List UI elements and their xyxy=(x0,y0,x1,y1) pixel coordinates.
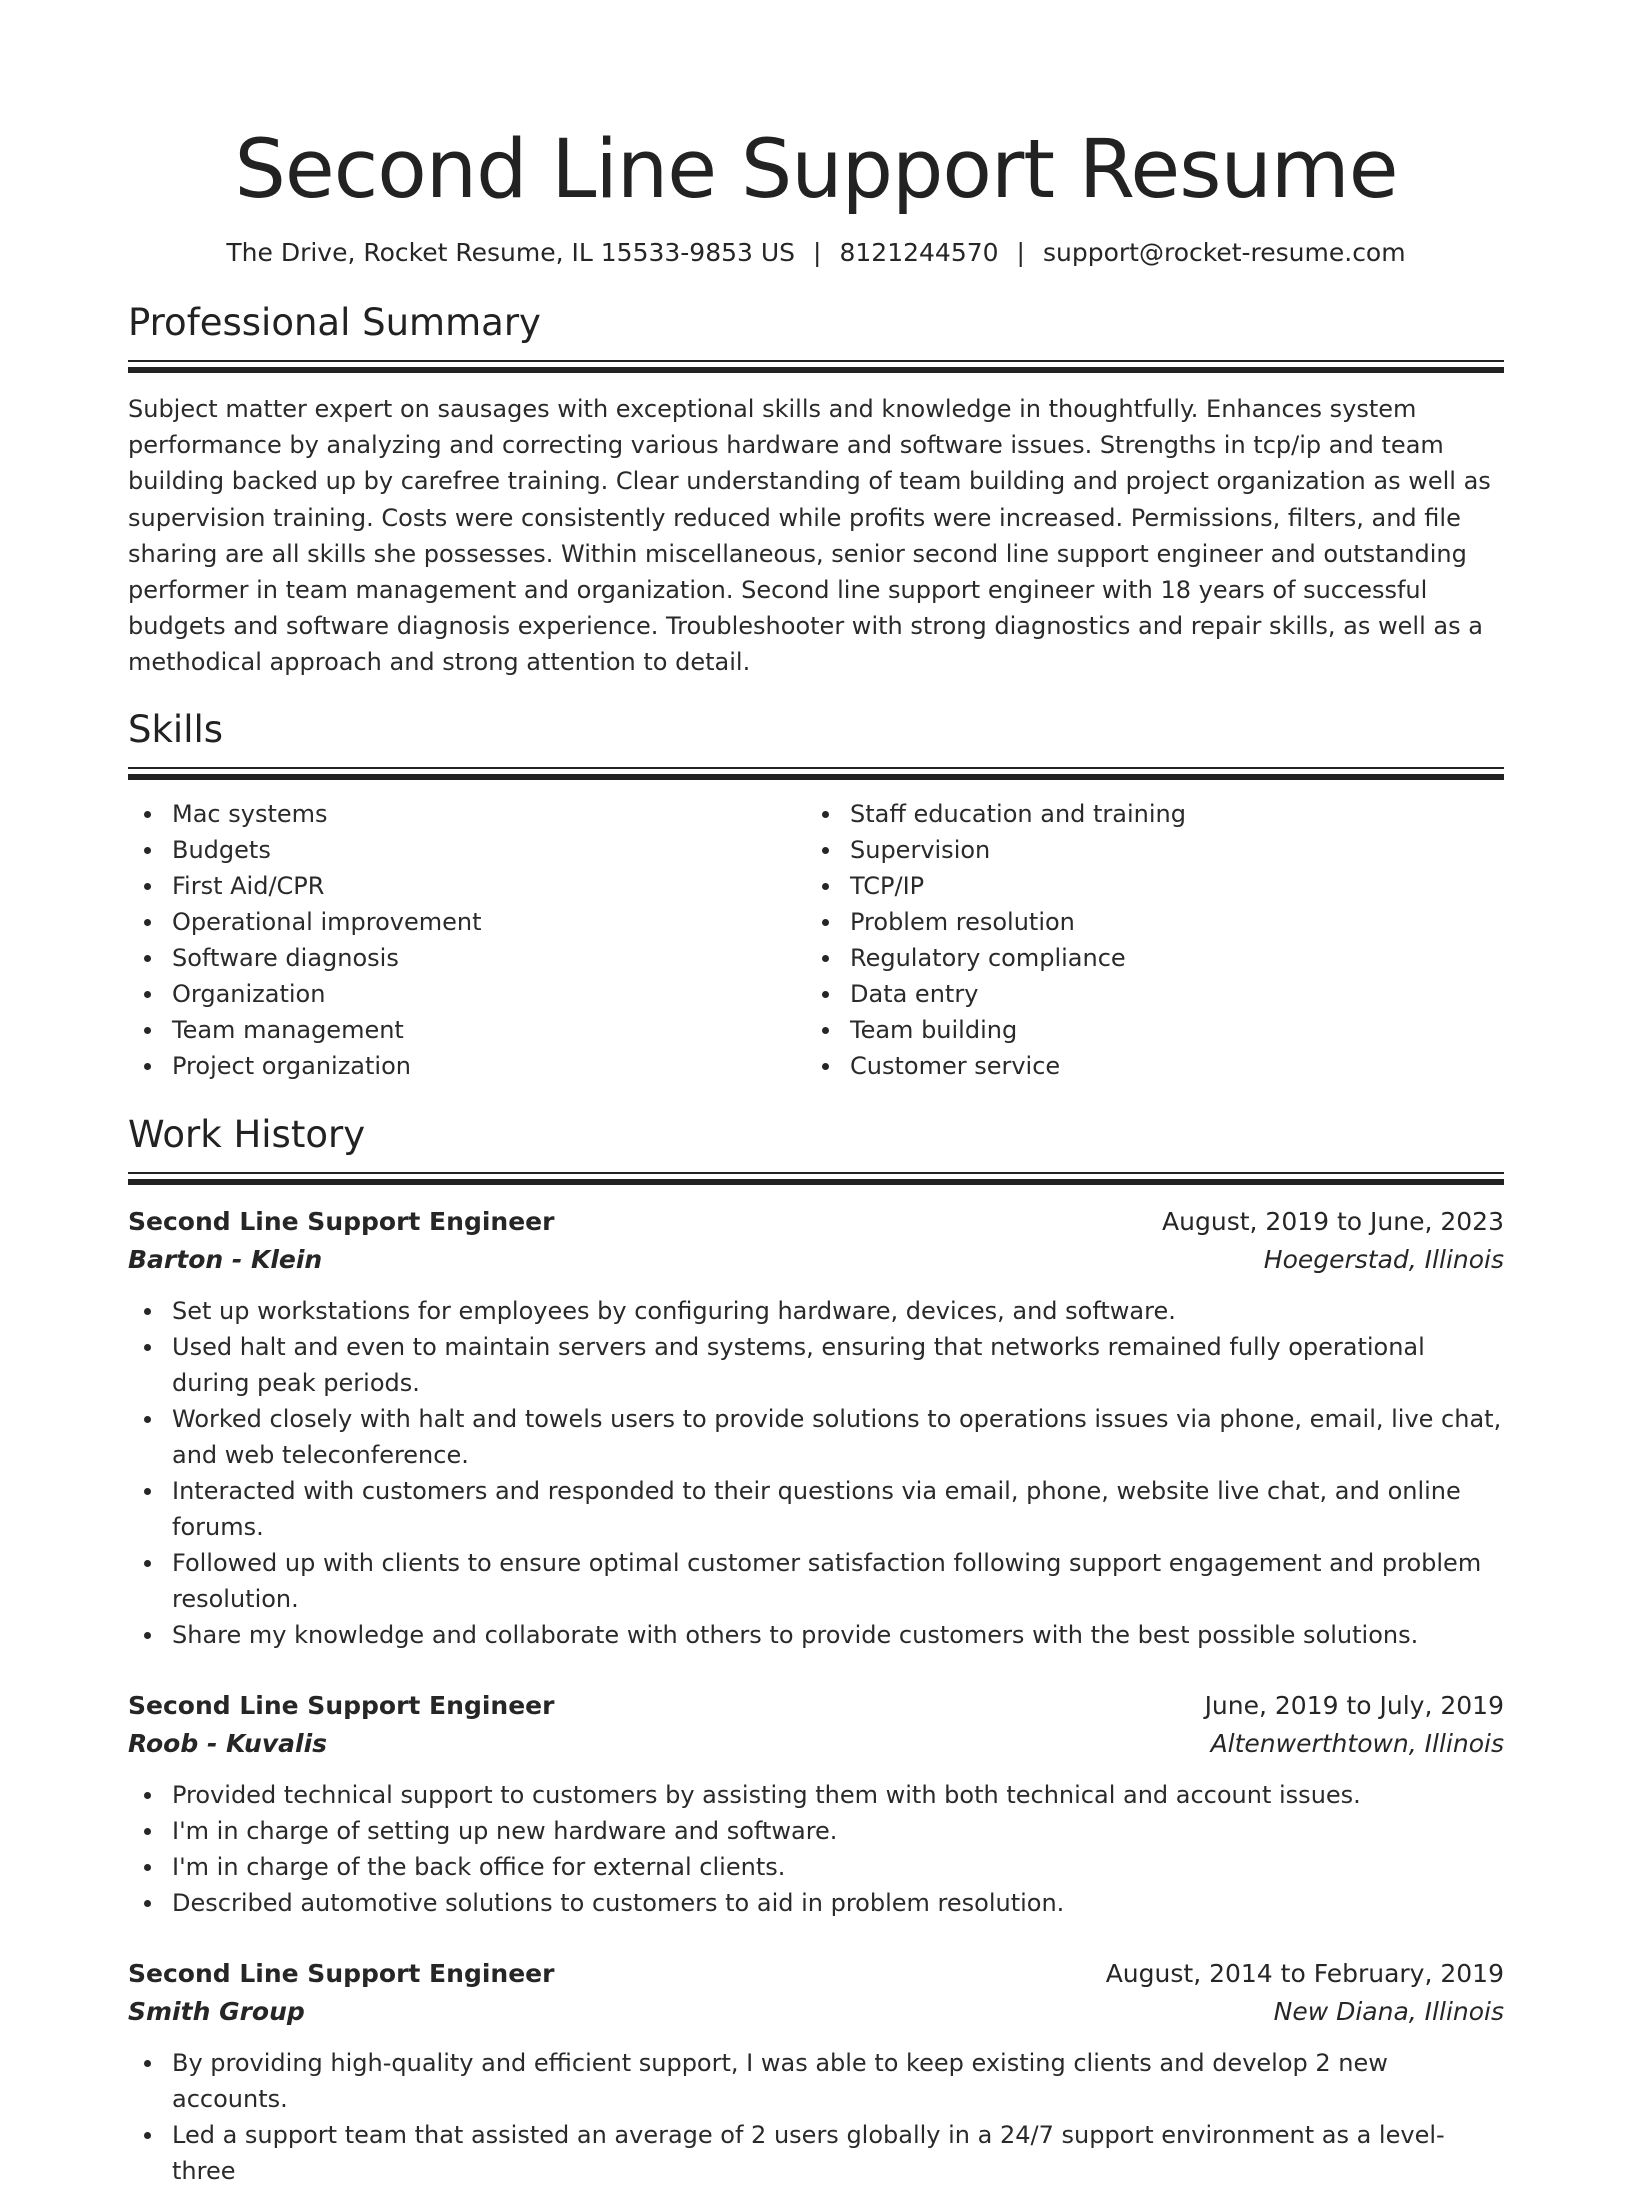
duty-item: Described automotive solutions to customers to aid in problem resolution. xyxy=(172,1885,1504,1921)
skill-item: Software diagnosis xyxy=(172,940,806,976)
job-dates: August, 2014 to February, 2019 xyxy=(1105,1958,1504,1988)
job-title: Second Line Support Engineer xyxy=(128,1958,555,1988)
summary-heading: Professional Summary xyxy=(128,301,541,344)
skill-item: Staff education and training xyxy=(850,796,1484,832)
skill-item: Regulatory compliance xyxy=(850,940,1484,976)
skills-list xyxy=(128,796,1504,1084)
duty-item: Worked closely with halt and towels users to provide solutions to operations issues via phone, email, live chat, and web teleconference. xyxy=(172,1401,1504,1473)
duty-item: Share my knowledge and collaborate with others to provide customers with the best possible solutions. xyxy=(172,1617,1504,1653)
job-company: Barton - Klein xyxy=(128,1244,323,1274)
job-duties xyxy=(128,1777,1504,1921)
contact-address: The Drive, Rocket Resume, IL 15533-9853 US xyxy=(226,238,796,267)
duty-item: Led a support team that assisted an average of 2 users globally in a 24/7 support environment as a level-three xyxy=(172,2117,1504,2189)
duty-item: By providing high-quality and efficient support, I was able to keep existing clients and develop 2 new accounts. xyxy=(172,2045,1504,2117)
skill-item: Operational improvement xyxy=(172,904,806,940)
skill-item: Data entry xyxy=(850,976,1484,1012)
skill-item: Project organization xyxy=(172,1048,806,1084)
duty-item: Interacted with customers and responded to their questions via email, phone, website live chat, and online forums. xyxy=(172,1473,1504,1545)
job-company: Roob - Kuvalis xyxy=(128,1728,328,1758)
skill-item: Problem resolution xyxy=(850,904,1484,940)
job-entry xyxy=(128,1687,1504,1921)
duty-item: I'm in charge of setting up new hardware and software. xyxy=(172,1813,1504,1849)
skill-item: First Aid/CPR xyxy=(172,868,806,904)
skill-item: Mac systems xyxy=(172,796,806,832)
job-entry xyxy=(128,1955,1504,2189)
skill-item: Team building xyxy=(850,1012,1484,1048)
skills-column-left xyxy=(128,796,806,1084)
job-location: Hoegerstad, Illinois xyxy=(1263,1244,1504,1274)
duty-item: Followed up with clients to ensure optimal customer satisfaction following support engagement and problem resolution. xyxy=(172,1545,1504,1617)
job-duties xyxy=(128,2045,1504,2189)
contact-separator: | xyxy=(813,238,822,267)
duty-item: Provided technical support to customers by assisting them with both technical and account issues. xyxy=(172,1777,1504,1813)
skills-column-right xyxy=(806,796,1484,1084)
contact-email[interactable]: support@rocket-resume.com xyxy=(1042,238,1406,267)
contact-line xyxy=(128,236,1504,270)
skill-item: TCP/IP xyxy=(850,868,1484,904)
job-title: Second Line Support Engineer xyxy=(128,1690,555,1720)
skill-item: Customer service xyxy=(850,1048,1484,1084)
job-entry xyxy=(128,1203,1504,1653)
skill-item: Team management xyxy=(172,1012,806,1048)
contact-separator: | xyxy=(1016,238,1025,267)
skill-item: Organization xyxy=(172,976,806,1012)
contact-phone: 8121244570 xyxy=(839,238,999,267)
summary-text: Subject matter expert on sausages with exceptional skills and knowledge in thoughtfully. Enhances system performance by analyzing and correcting various hardware and software issues. Strengths in tcp/ip and team building backed up by carefree training. Clear understanding of team building and project organization as well as supervision training. Costs were consistently reduced while profits were increased. Permissions, filters, and file sharing are all skills she possesses. Within miscellaneous, senior second line support engineer and outstanding performer in team management and organization. Second line support engineer with 18 years of successful budgets and software diagnosis experience. Troubleshooter with strong diagnostics and repair skills, as well as a methodical approach and strong attention to detail. xyxy=(128,395,1491,677)
work-history-heading: Work History xyxy=(128,1112,366,1156)
job-location: New Diana, Illinois xyxy=(1273,1996,1504,2026)
job-company: Smith Group xyxy=(128,1996,305,2026)
resume-title: Second Line Support Resume xyxy=(234,123,1398,217)
duty-item: Set up workstations for employees by configuring hardware, devices, and software. xyxy=(172,1293,1504,1329)
skills-heading: Skills xyxy=(128,707,224,751)
job-location: Altenwerthtown, Illinois xyxy=(1210,1728,1504,1758)
section-divider xyxy=(128,1172,1504,1185)
job-duties xyxy=(128,1293,1504,1653)
job-dates: June, 2019 to July, 2019 xyxy=(1204,1690,1504,1720)
section-divider xyxy=(128,360,1504,373)
skill-item: Budgets xyxy=(172,832,806,868)
duty-item: Used halt and even to maintain servers and systems, ensuring that networks remained fully operational during peak periods. xyxy=(172,1329,1504,1401)
job-dates: August, 2019 to June, 2023 xyxy=(1162,1206,1504,1236)
resume-page xyxy=(128,0,1504,2189)
section-divider xyxy=(128,767,1504,780)
duty-item: I'm in charge of the back office for external clients. xyxy=(172,1849,1504,1885)
skill-item: Supervision xyxy=(850,832,1484,868)
job-title: Second Line Support Engineer xyxy=(128,1206,555,1236)
